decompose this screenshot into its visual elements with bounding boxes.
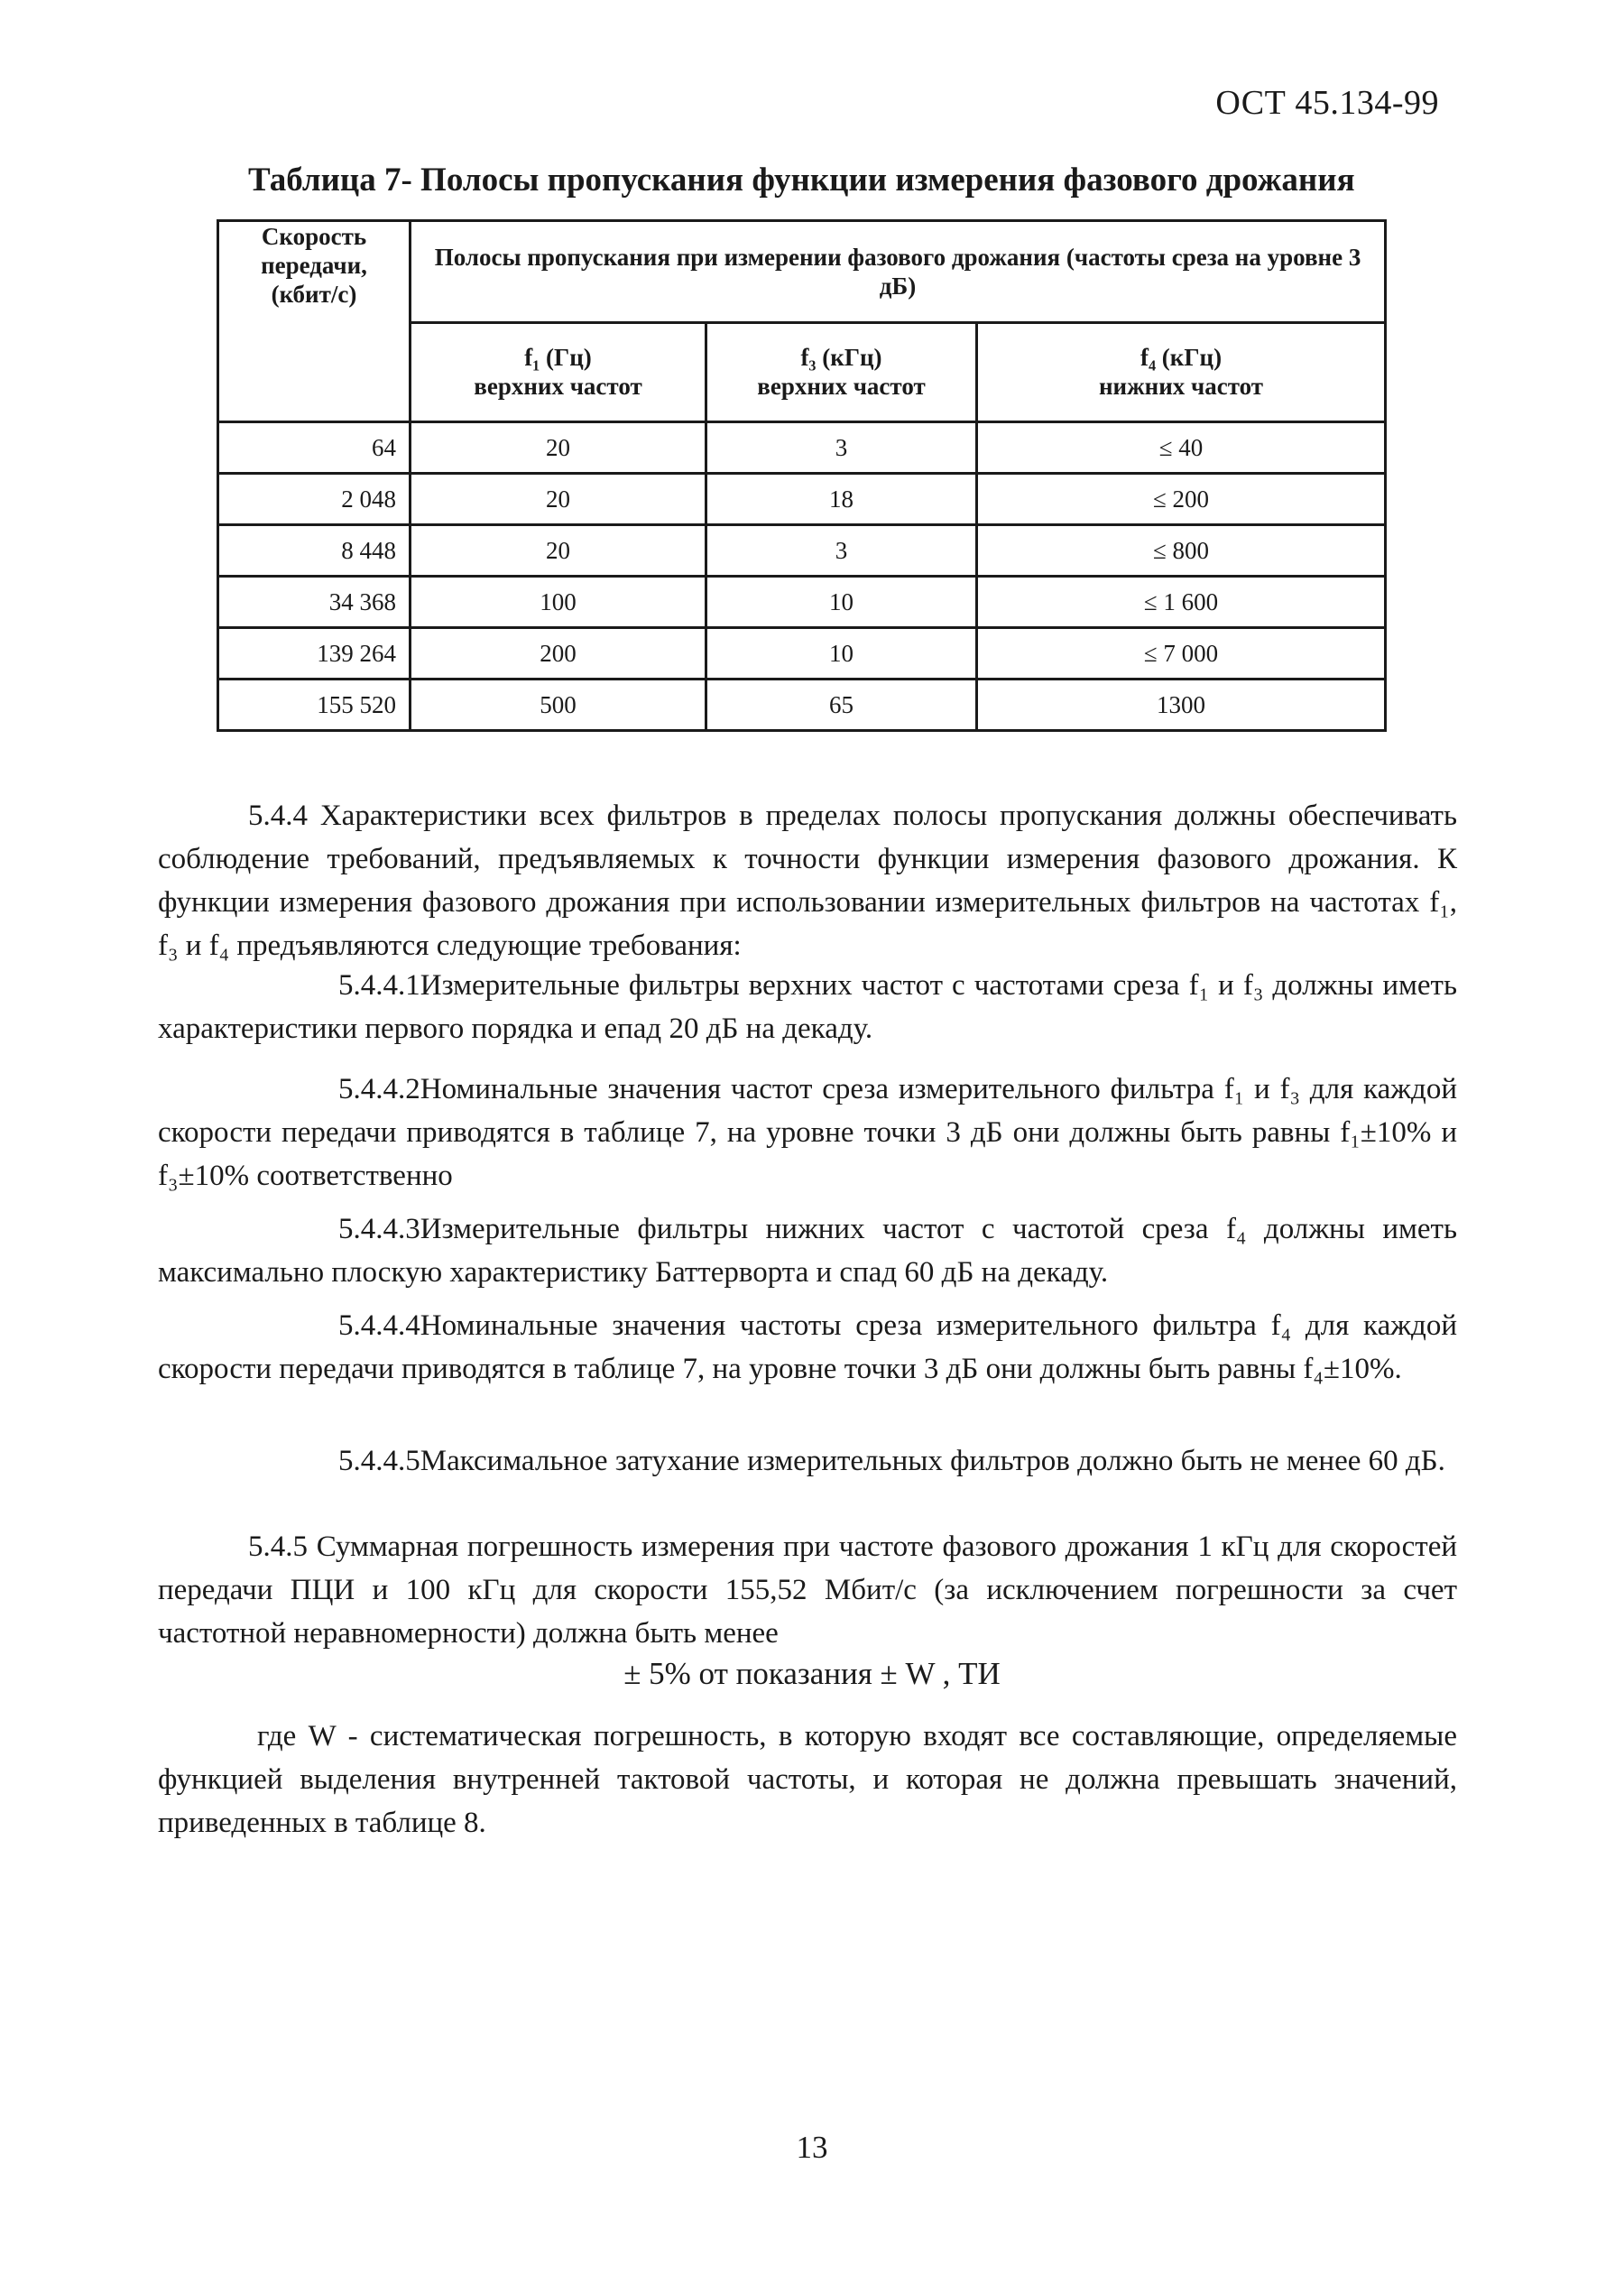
header-f1-sub: верхних частот bbox=[474, 373, 642, 401]
table-title: Таблица 7- Полосы пропускания функции измерения фазового дрожания bbox=[248, 162, 1355, 199]
header-rate: Скорость передачи, (кбит/с) bbox=[218, 221, 411, 422]
cell-f1: 500 bbox=[411, 680, 706, 731]
clause-number: 5.4.5 bbox=[248, 1530, 308, 1563]
cell-f4: ≤ 40 bbox=[977, 422, 1386, 474]
clause-number: 5.4.4.2 bbox=[338, 1073, 420, 1105]
cell-f1: 20 bbox=[411, 525, 706, 577]
cell-f1: 100 bbox=[411, 577, 706, 628]
clause-text: Номинальные значения частоты среза измерительного фильтра f₄ для каждой скорости передачи приводятся в таблице 7, на уровне точки 3 дБ они должны быть равны f₄±10%. bbox=[158, 1309, 1457, 1385]
cell-rate: 2 048 bbox=[218, 474, 411, 525]
paragraph-where: где W - систематическая погрешность, в которую входят все составляющие, определяемые функцией выделения внутренней тактовой частоты, и которая не должна превышать значений, приведенных в таблице 8. bbox=[158, 1720, 1457, 1839]
cell-f3: 65 bbox=[706, 680, 977, 731]
clause-text: Суммарная погрешность измерения при частоте фазового дрожания 1 кГц для скоростей передачи ПЦИ и 100 кГц для скорости 155,52 Мбит/с (за исключением погрешности за счет частотной неравномерности) должна быть менее bbox=[158, 1530, 1457, 1650]
cell-f1: 200 bbox=[411, 628, 706, 680]
clause-text: Измерительные фильтры верхних частот с частотами среза f₁ и f₃ должны иметь характеристики первого порядка и епад 20 дБ на декаду. bbox=[158, 969, 1457, 1045]
document-code: ОСТ 45.134-99 bbox=[1215, 84, 1439, 122]
cell-f4: ≤ 800 bbox=[977, 525, 1386, 577]
header-f4 bbox=[977, 322, 1386, 422]
cell-f1: 20 bbox=[411, 474, 706, 525]
table-row bbox=[218, 680, 1386, 731]
cell-f3: 10 bbox=[706, 628, 977, 680]
page-number: 13 bbox=[796, 2130, 828, 2165]
header-f3-label: f₃ (кГц) bbox=[800, 344, 882, 372]
table-row bbox=[218, 525, 1386, 577]
paragraph-5-4-5 bbox=[158, 1525, 1457, 1655]
table-row bbox=[218, 422, 1386, 474]
header-f1-label: f₁ (Гц) bbox=[524, 344, 592, 372]
table-row bbox=[218, 628, 1386, 680]
clause-text: Характеристики всех фильтров в пределах полосы пропускания должны обеспечивать соблюдение требований, предъявляемых к точности функции измерения фазового дрожания. К функции измерения фазового дрожания при использовании измерительных фильтров на частотах f₁, f₃ и f₄ предъявляются следующие требования: bbox=[158, 800, 1457, 962]
header-f4-label: f₄ (кГц) bbox=[1140, 344, 1223, 372]
cell-f3: 18 bbox=[706, 474, 977, 525]
clause-text: Максимальное затухание измерительных фильтров должно быть не менее 60 дБ. bbox=[420, 1445, 1445, 1477]
cell-f4: ≤ 7 000 bbox=[977, 628, 1386, 680]
clause-number: 5.4.4.4 bbox=[338, 1309, 420, 1342]
cell-f4: ≤ 1 600 bbox=[977, 577, 1386, 628]
header-f1 bbox=[411, 322, 706, 422]
clause-text: Номинальные значения частот среза измерительного фильтра f₁ и f₃ для каждой скорости передачи приводятся в таблице 7, на уровне точки 3 дБ они должны быть равны f₁±10% и f₃±10% соответственно bbox=[158, 1073, 1457, 1192]
clause-number: 5.4.4.1 bbox=[338, 969, 420, 1002]
clause-number: 5.4.4.3 bbox=[338, 1213, 420, 1245]
cell-rate: 34 368 bbox=[218, 577, 411, 628]
cell-rate: 8 448 bbox=[218, 525, 411, 577]
cell-f4: 1300 bbox=[977, 680, 1386, 731]
cell-f3: 3 bbox=[706, 525, 977, 577]
bandwidth-table bbox=[217, 219, 1387, 732]
cell-rate: 64 bbox=[218, 422, 411, 474]
cell-f4: ≤ 200 bbox=[977, 474, 1386, 525]
cell-f1: 20 bbox=[411, 422, 706, 474]
cell-rate: 139 264 bbox=[218, 628, 411, 680]
header-bandwidth-group: Полосы пропускания при измерении фазового дрожания (частоты среза на уровне 3 дБ) bbox=[411, 221, 1386, 323]
header-f4-sub: нижних частот bbox=[1098, 373, 1264, 401]
cell-f3: 10 bbox=[706, 577, 977, 628]
paragraph-5-4-4-4 bbox=[158, 1304, 1457, 1391]
paragraph-5-4-4-5 bbox=[158, 1439, 1457, 1483]
clause-number: 5.4.4.5 bbox=[338, 1445, 420, 1477]
paragraph-5-4-4-1 bbox=[158, 964, 1457, 1050]
paragraph-5-4-4 bbox=[158, 794, 1457, 967]
cell-f3: 3 bbox=[706, 422, 977, 474]
paragraph-5-4-4-2 bbox=[158, 1068, 1457, 1197]
header-f3 bbox=[706, 322, 977, 422]
cell-rate: 155 520 bbox=[218, 680, 411, 731]
error-formula: ± 5% от показания ± W , ТИ bbox=[623, 1656, 1001, 1691]
clause-number: 5.4.4 bbox=[248, 800, 308, 832]
table-row bbox=[218, 474, 1386, 525]
header-f3-sub: верхних частот bbox=[757, 373, 926, 401]
clause-text: Измерительные фильтры нижних частот с частотой среза f₄ должны иметь максимально плоскую характеристику Баттерворта и спад 60 дБ на декаду. bbox=[158, 1213, 1457, 1289]
table-row bbox=[218, 577, 1386, 628]
paragraph-5-4-4-3 bbox=[158, 1207, 1457, 1294]
